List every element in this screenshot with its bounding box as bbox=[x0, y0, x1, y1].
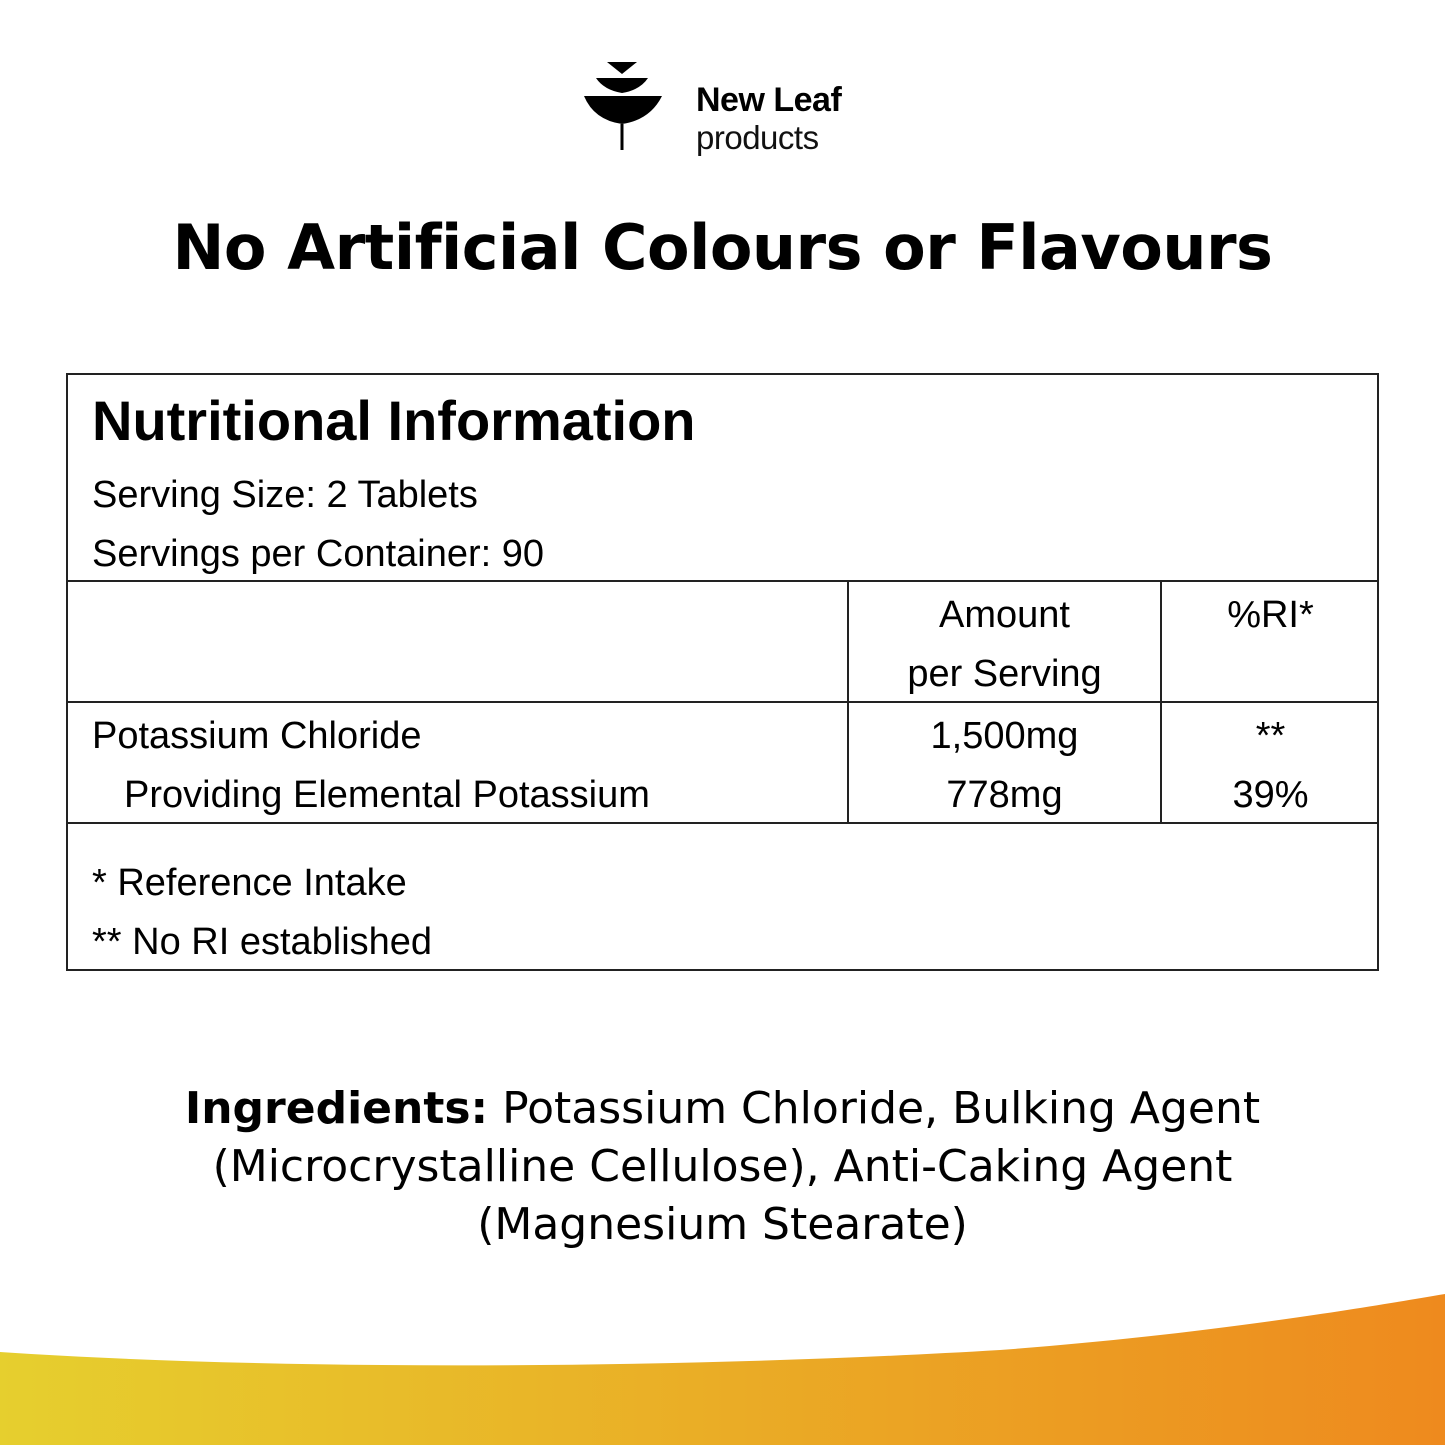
logo-brand-name: New Leaf bbox=[696, 81, 842, 119]
row-amount: 778mg bbox=[946, 774, 1063, 816]
footnote-no-ri: ** No RI established bbox=[92, 921, 433, 963]
ingredients-label: Ingredients: bbox=[184, 1083, 489, 1134]
servings-per-container: Servings per Container: 90 bbox=[92, 533, 545, 575]
column-header-ri: %RI* bbox=[1227, 594, 1314, 636]
row-ri: ** bbox=[1255, 715, 1286, 757]
row-ri: 39% bbox=[1232, 774, 1309, 816]
brand-logo bbox=[580, 60, 880, 160]
headline: No Artificial Colours or Flavours bbox=[172, 211, 1273, 284]
nutrition-table bbox=[66, 373, 1379, 971]
serving-size: Serving Size: 2 Tablets bbox=[92, 474, 478, 516]
ingredients-list: Potassium Chloride, Bulking Agent (Microcrystalline Cellulose), Anti-Caking Agent (Magnesium Stearate) bbox=[212, 1083, 1261, 1250]
row-amount: 1,500mg bbox=[930, 715, 1079, 757]
nutrition-title: Nutritional Information bbox=[92, 389, 696, 452]
row-name: Potassium Chloride bbox=[92, 715, 422, 757]
logo-brand-sub: products bbox=[696, 119, 819, 156]
table-divider bbox=[68, 701, 1377, 703]
footnote-reference-intake: * Reference Intake bbox=[92, 862, 407, 904]
ingredients-text bbox=[140, 1080, 1305, 1254]
row-name: Providing Elemental Potassium bbox=[124, 774, 650, 816]
column-header-amount-sub: per Serving bbox=[907, 653, 1102, 695]
stacked-leaf-icon bbox=[580, 60, 680, 160]
bottom-wave-decoration bbox=[0, 1280, 1445, 1445]
column-header-amount: Amount bbox=[939, 594, 1070, 636]
